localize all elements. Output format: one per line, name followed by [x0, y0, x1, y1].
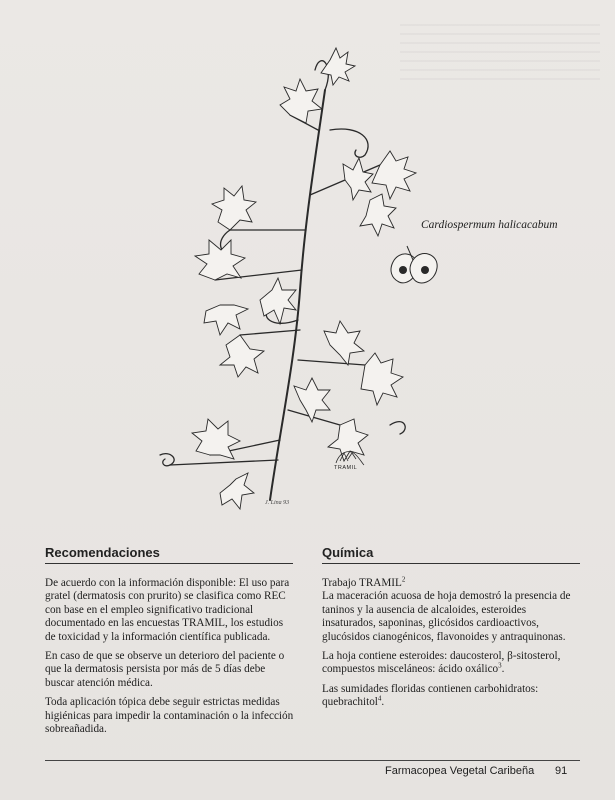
- quimica-paragraph-3: Las sumidades floridas contienen carbohidratos: quebrachitol$^4$.: [322, 682, 539, 709]
- footer-title: Farmacopea Vegetal Caribeña: [385, 765, 535, 777]
- quimica-rule: [322, 563, 580, 564]
- recomendaciones-paragraph: De acuerdo con la información disponible: El uso para gratel (dermatosis con prurito) se clasifica como REC con base en el empleo significativo tradicional documentado en las encuestas TRAMIL, los estudios de toxicidad y la información científica publicada.: [45, 577, 290, 643]
- quimica-p2-ref: 3: [498, 661, 502, 670]
- tramil-logo: [330, 445, 370, 473]
- seed-pod-drawing: [385, 240, 445, 300]
- quimica-p3-ref: 4: [377, 694, 382, 703]
- quimica-p1-ref: 2: [401, 575, 406, 584]
- quimica-heading: Química: [322, 545, 374, 560]
- quimica-p1-body: La maceración acuosa de hoja demostró la presencia de taninos y la ausencia de alcaloides, esteroides insaturados, saponinas, glicósidos cardioactivos, glucósidos cianogénicos, flavonoides y antraquinonas.: [322, 590, 571, 643]
- recomendaciones-paragraph: En caso de que se observe un deterioro del paciente o que la dermatosis persista por más de 5 días debe buscar atención médica.: [45, 650, 285, 689]
- quimica-p3-text: Las sumidades floridas contienen carbohidratos: quebrachitol: [322, 682, 539, 709]
- artist-signature: J. Lina 93: [265, 500, 290, 506]
- tramil-logo-text: TRAMIL: [334, 465, 358, 471]
- recomendaciones-rule: [45, 563, 293, 564]
- quimica-p2-text: La hoja contiene esteroides: daucosterol, β-sitosterol, compuestos misceláneos: ácido oxálico: [322, 650, 561, 676]
- quimica-paragraph-2: La hoja contiene esteroides: daucosterol, β-sitosterol, compuestos misceláneos: ácido oxálico$^3$.: [322, 650, 561, 676]
- recomendaciones-paragraph: Toda aplicación tópica debe seguir estrictas medidas higiénicas para impedir la contaminación o la infección sobreañadida.: [45, 696, 294, 736]
- recomendaciones-text: [45, 577, 295, 742]
- figure-caption: Cardiospermum halicacabum: [421, 219, 558, 231]
- quimica-p1-lead: Trabajo TRAMIL: [322, 577, 402, 589]
- footer-rule: [45, 760, 580, 761]
- quimica-paragraph-1: [322, 577, 582, 644]
- quimica-text: [322, 577, 582, 716]
- recomendaciones-heading: Recomendaciones: [45, 545, 160, 560]
- page-number: 91: [555, 765, 568, 777]
